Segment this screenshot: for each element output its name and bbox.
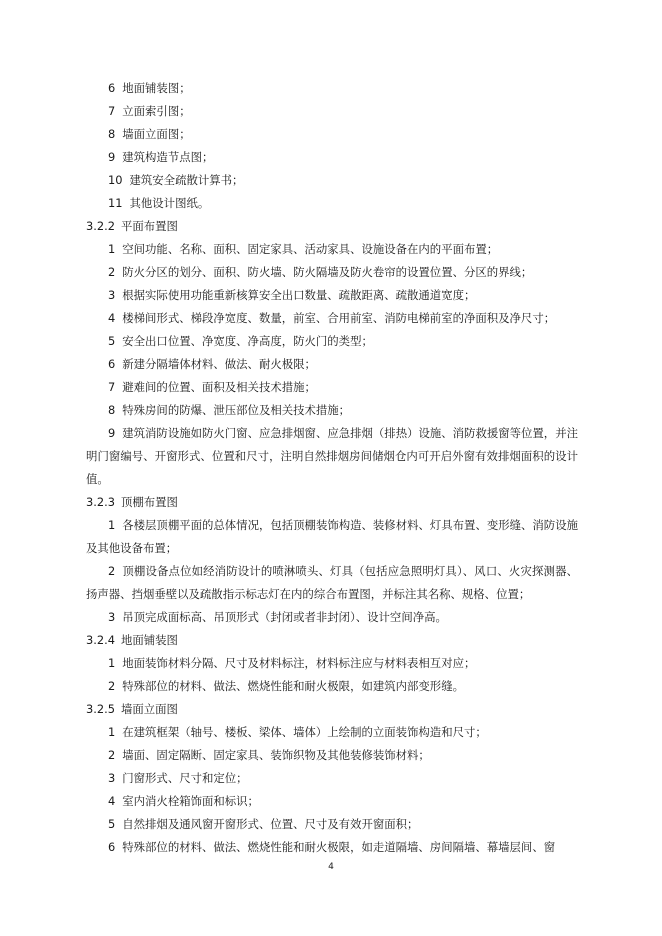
item-text: 空间功能、名称、面积、固定家具、活动家具、设施设备在内的平面布置； <box>122 242 499 256</box>
item-number: 2 <box>108 265 116 279</box>
item-number: 8 <box>108 403 116 417</box>
list-item <box>86 77 578 100</box>
list-item <box>86 169 578 192</box>
item-text: 室内消火栓箱饰面和标识； <box>122 794 259 808</box>
item-text: 地面铺装图； <box>122 81 191 95</box>
item-number: 6 <box>108 81 116 95</box>
list-item <box>86 353 578 376</box>
page-number: 4 <box>328 862 334 872</box>
list-item <box>86 790 578 813</box>
item-text: 建筑安全疏散计算书； <box>129 173 244 187</box>
item-text: 特殊部位的材料、做法、燃烧性能和耐火极限，如建筑内部变形缝。 <box>122 679 464 693</box>
item-number: 7 <box>108 380 116 394</box>
item-text: 其他设计图纸。 <box>129 196 210 210</box>
item-text: 顶棚设备点位如经消防设计的喷淋喷头、灯具（包括应急照明灯具）、风口、火灾探测器、扬声器、挡烟垂壁以及疏散指示标志灯在内的综合布置图，并标注其名称、规格、位置； <box>86 564 578 601</box>
list-item <box>86 652 578 675</box>
list-item <box>86 284 578 307</box>
item-text: 特殊部位的材料、做法、燃烧性能和耐火极限，如走道隔墙、房间隔墙、幕墙层间、窗 <box>122 840 556 854</box>
section-title: 墙面立面图 <box>120 702 178 716</box>
item-number: 4 <box>108 794 116 808</box>
item-text: 各楼层顶棚平面的总体情况，包括顶棚装饰构造、装修材料、灯具布置、变形缝、消防设施及其他设备布置； <box>86 518 578 555</box>
section-number: 3.2.3 <box>86 495 115 509</box>
section-title: 平面布置图 <box>120 219 178 233</box>
list-paragraph <box>86 422 578 491</box>
section-heading <box>86 698 578 721</box>
item-number: 5 <box>108 334 116 348</box>
item-number: 6 <box>108 840 116 854</box>
item-number: 2 <box>108 748 116 762</box>
item-text: 门窗形式、尺寸和定位； <box>122 771 248 785</box>
item-number: 9 <box>108 426 116 440</box>
list-item <box>86 192 578 215</box>
item-text: 楼梯间形式、梯段净宽度、数量，前室、合用前室、消防电梯前室的净面积及净尺寸； <box>122 311 556 325</box>
section-title: 顶棚布置图 <box>120 495 178 509</box>
list-item <box>86 744 578 767</box>
item-number: 3 <box>108 288 116 302</box>
item-text: 吊顶完成面标高、吊顶形式（封闭或者非封闭）、设计空间净高。 <box>122 610 447 624</box>
list-item <box>86 721 578 744</box>
item-text: 防火分区的划分、面积、防火墙、防火隔墙及防火卷帘的设置位置、分区的界线； <box>122 265 533 279</box>
list-item <box>86 767 578 790</box>
section-heading <box>86 215 578 238</box>
item-text: 地面装饰材料分隔、尺寸及材料标注，材料标注应与材料表相互对应； <box>122 656 476 670</box>
list-item <box>86 238 578 261</box>
list-item <box>86 813 578 836</box>
section-number: 3.2.2 <box>86 219 115 233</box>
item-text: 新建分隔墙体材料、做法、耐火极限； <box>122 357 316 371</box>
list-item <box>86 836 578 859</box>
item-text: 建筑构造节点图； <box>122 150 214 164</box>
list-item <box>86 376 578 399</box>
item-text: 墙面、固定隔断、固定家具、装饰织物及其他装修装饰材料； <box>122 748 430 762</box>
list-item <box>86 399 578 422</box>
item-text: 立面索引图； <box>122 104 191 118</box>
section-title: 地面铺装图 <box>120 633 178 647</box>
item-number: 9 <box>108 150 116 164</box>
item-number: 10 <box>108 173 123 187</box>
item-text: 避难间的位置、面积及相关技术措施； <box>122 380 316 394</box>
item-text: 自然排烟及通风窗开窗形式、位置、尺寸及有效开窗面积； <box>122 817 419 831</box>
item-number: 7 <box>108 104 116 118</box>
list-item <box>86 123 578 146</box>
item-text: 特殊房间的防爆、泄压部位及相关技术措施； <box>122 403 351 417</box>
list-item <box>86 330 578 353</box>
item-number: 1 <box>108 518 116 532</box>
item-text: 在建筑框架（轴号、楼板、梁体、墙体）上绘制的立面装饰构造和尺寸； <box>122 725 487 739</box>
list-item <box>86 261 578 284</box>
section-heading <box>86 491 578 514</box>
section-number: 3.2.5 <box>86 702 115 716</box>
item-number: 4 <box>108 311 116 325</box>
list-item <box>86 100 578 123</box>
item-number: 8 <box>108 127 116 141</box>
item-number: 3 <box>108 771 116 785</box>
list-paragraph <box>86 560 578 606</box>
item-number: 6 <box>108 357 116 371</box>
item-number: 1 <box>108 656 116 670</box>
item-number: 11 <box>108 196 123 210</box>
page-content <box>86 77 578 859</box>
item-number: 2 <box>108 564 116 578</box>
item-text: 安全出口位置、净宽度、净高度，防火门的类型； <box>122 334 373 348</box>
item-number: 5 <box>108 817 116 831</box>
item-number: 2 <box>108 679 116 693</box>
item-number: 1 <box>108 725 116 739</box>
item-number: 3 <box>108 610 116 624</box>
list-item <box>86 307 578 330</box>
list-item <box>86 675 578 698</box>
section-number: 3.2.4 <box>86 633 115 647</box>
item-text: 建筑消防设施如防火门窗、应急排烟窗、应急排烟（排热）设施、消防救援窗等位置，并注明门窗编号、开窗形式、位置和尺寸，注明自然排烟房间储烟仓内可开启外窗有效排烟面积的设计值。 <box>86 426 578 486</box>
list-item <box>86 606 578 629</box>
item-text: 墙面立面图； <box>122 127 191 141</box>
list-item <box>86 146 578 169</box>
item-number: 1 <box>108 242 116 256</box>
list-paragraph <box>86 514 578 560</box>
section-heading <box>86 629 578 652</box>
item-text: 根据实际使用功能重新核算安全出口数量、疏散距离、疏散通道宽度； <box>122 288 476 302</box>
